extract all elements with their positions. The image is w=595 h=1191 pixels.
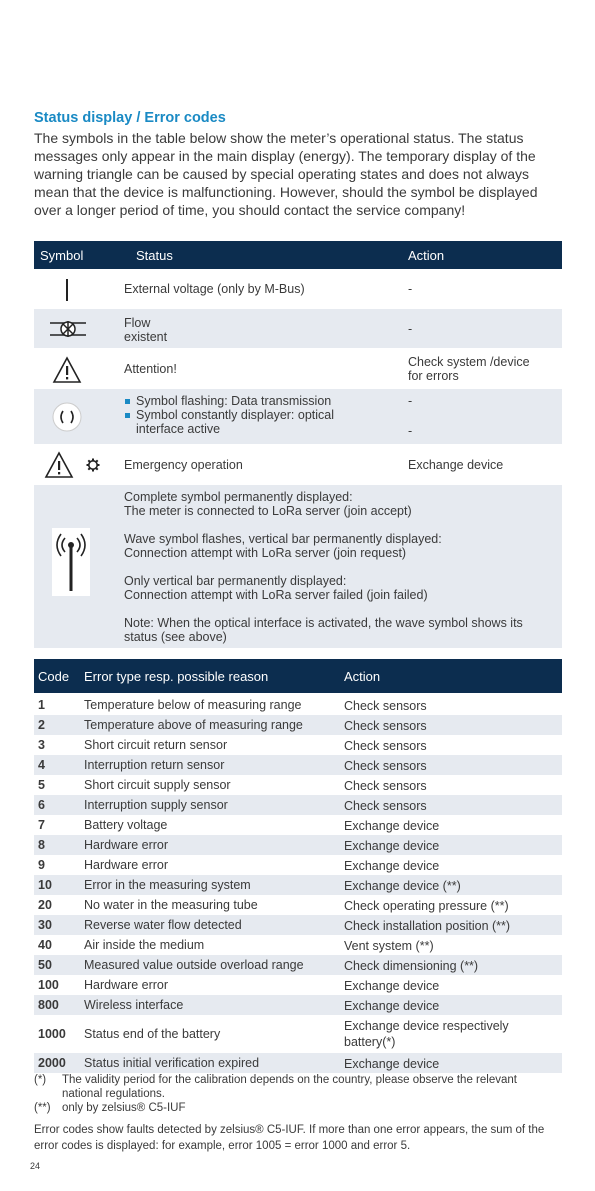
- lora-status-text: [124, 490, 554, 644]
- status-line: Connection attempt with LoRa server (join request): [124, 546, 407, 560]
- table-row: [34, 835, 562, 855]
- error-reason: No water in the measuring tube: [84, 898, 258, 912]
- error-code: 5: [38, 778, 45, 792]
- error-action: Exchange device: [344, 999, 440, 1013]
- error-reason: Temperature above of measuring range: [84, 718, 303, 732]
- status-row: [34, 309, 562, 349]
- table-row: [34, 815, 562, 835]
- action-text: [408, 355, 530, 383]
- error-reason: Measured value outside overload range: [84, 958, 304, 972]
- error-code: 9: [38, 858, 45, 872]
- error-code: 10: [38, 878, 52, 892]
- table-row: [34, 795, 562, 815]
- header-symbol: Symbol: [40, 248, 84, 263]
- error-code: 800: [38, 998, 59, 1012]
- error-reason: Short circuit supply sensor: [84, 778, 231, 792]
- status-row: [34, 485, 562, 649]
- footnote-mark: (*): [34, 1074, 47, 1086]
- error-action: Exchange device: [344, 839, 440, 853]
- error-action: Check sensors: [344, 799, 427, 813]
- table-row: [34, 895, 562, 915]
- error-reason: Status end of the battery: [84, 1027, 221, 1041]
- lora-antenna-icon: [52, 528, 90, 599]
- table-row: [34, 935, 562, 955]
- error-action: Check sensors: [344, 759, 427, 773]
- error-reason: Interruption supply sensor: [84, 798, 228, 812]
- status-table: [34, 241, 562, 649]
- error-action: Exchange device respectively battery(*): [344, 1019, 509, 1049]
- error-reason: Status initial verification expired: [84, 1056, 260, 1070]
- warning-triangle-icon: [44, 451, 74, 482]
- lora-paragraph: [124, 532, 554, 560]
- action-text: -: [408, 282, 413, 296]
- action-text: -: [408, 424, 413, 438]
- table-row: [34, 1053, 562, 1073]
- table-row: [34, 855, 562, 875]
- lora-note: Note: When the optical interface is activated, the wave symbol shows its status (see above): [124, 616, 523, 644]
- optical-interface-icon: [52, 402, 82, 435]
- bullet-item: Symbol flashing: Data transmission: [124, 394, 364, 408]
- error-action: Exchange device: [344, 859, 440, 873]
- footnote-text: only by zelsius® C5-IUF: [62, 1102, 186, 1114]
- error-reason: Hardware error: [84, 978, 169, 992]
- gear-icon: [86, 458, 100, 475]
- header-action: Action: [408, 248, 445, 263]
- status-line: The meter is connected to LoRa server (join accept): [124, 504, 412, 518]
- error-action: Vent system (**): [344, 939, 434, 953]
- error-reason: Hardware error: [84, 858, 169, 872]
- status-line: Wave symbol flashes, vertical bar permanently displayed:: [124, 532, 442, 546]
- status-row: [34, 389, 562, 445]
- bullet-item: Symbol constantly displayer: optical interface active: [124, 408, 364, 436]
- header-status: Status: [136, 248, 173, 263]
- status-text: External voltage (only by M-Bus): [124, 282, 305, 296]
- error-code-note: Error codes show faults detected by zelsius® C5-IUF. If more than one error appears, the sum of the error codes is displayed: for example, error 1005 = error 1000 and error 5.: [34, 1124, 545, 1152]
- warning-triangle-icon: [52, 356, 82, 387]
- error-code: 50: [38, 958, 52, 972]
- table-row: [34, 975, 562, 995]
- table-row: [34, 1015, 562, 1053]
- error-action: Check sensors: [344, 739, 427, 753]
- error-table-body: [34, 695, 562, 1073]
- status-row: [34, 349, 562, 389]
- error-code: 6: [38, 798, 45, 812]
- error-code: 2: [38, 718, 45, 732]
- error-action: Exchange device: [344, 819, 440, 833]
- error-code: 3: [38, 738, 45, 752]
- error-code: 20: [38, 898, 52, 912]
- action-line: for errors: [408, 369, 459, 383]
- error-action: Check sensors: [344, 779, 427, 793]
- table-row: [34, 695, 562, 715]
- error-action: Exchange device: [344, 979, 440, 993]
- error-action: Exchange device: [344, 1057, 440, 1071]
- lora-paragraph: [124, 574, 554, 602]
- error-code: 1000: [38, 1027, 66, 1041]
- footnote: [34, 1073, 554, 1103]
- status-line: Connection attempt with LoRa server failed (join failed): [124, 588, 428, 602]
- error-reason: Error in the measuring system: [84, 878, 251, 892]
- page-number: 24: [30, 1161, 41, 1171]
- vertical-bar-icon: [64, 279, 72, 304]
- table-row: [34, 735, 562, 755]
- section-title: Status display / Error codes: [34, 110, 226, 126]
- error-reason: Battery voltage: [84, 818, 168, 832]
- flow-icon: [48, 317, 88, 344]
- footnote-text: The validity period for the calibration depends on the country, please observe the relevant national regulations.: [62, 1074, 517, 1100]
- table-row: [34, 755, 562, 775]
- error-reason: Temperature below of measuring range: [84, 698, 302, 712]
- error-reason: Hardware error: [84, 838, 169, 852]
- error-code: 30: [38, 918, 52, 932]
- error-code: 7: [38, 818, 45, 832]
- status-bullets: [124, 394, 364, 436]
- header-action: Action: [344, 669, 381, 684]
- error-code-table: [34, 659, 562, 1073]
- status-row: [34, 269, 562, 309]
- footnote-mark: (**): [34, 1102, 51, 1114]
- error-reason: Air inside the medium: [84, 938, 205, 952]
- error-action: Check operating pressure (**): [344, 899, 509, 913]
- error-action: Check sensors: [344, 719, 427, 733]
- error-code: 2000: [38, 1056, 66, 1070]
- status-text: [124, 316, 167, 344]
- action-text: -: [408, 394, 413, 408]
- error-table-header: [34, 659, 562, 693]
- status-line: Flow: [124, 316, 151, 330]
- error-action: Check installation position (**): [344, 919, 511, 933]
- status-text: Emergency operation: [124, 458, 243, 472]
- status-line: existent: [124, 330, 168, 344]
- header-code: Code: [38, 669, 70, 684]
- error-reason: Interruption return sensor: [84, 758, 225, 772]
- status-line: Only vertical bar permanently displayed:: [124, 574, 347, 588]
- status-table-header: [34, 241, 562, 269]
- table-row: [34, 915, 562, 935]
- table-row: [34, 715, 562, 735]
- action-text: Exchange device: [408, 458, 504, 472]
- lora-paragraph: [124, 490, 554, 518]
- error-reason: Short circuit return sensor: [84, 738, 228, 752]
- status-text: Attention!: [124, 362, 177, 376]
- header-error: Error type resp. possible reason: [84, 669, 269, 684]
- status-line: Complete symbol permanently displayed:: [124, 490, 353, 504]
- error-reason: Reverse water flow detected: [84, 918, 242, 932]
- error-reason: Wireless interface: [84, 998, 184, 1012]
- table-row: [34, 995, 562, 1015]
- error-action: Exchange device (**): [344, 879, 461, 893]
- table-row: [34, 775, 562, 795]
- action-text: -: [408, 322, 413, 336]
- error-action: Check sensors: [344, 699, 427, 713]
- table-row: [34, 955, 562, 975]
- table-row: [34, 875, 562, 895]
- error-code: 8: [38, 838, 45, 852]
- action-line: Check system /device: [408, 355, 530, 369]
- error-code: 40: [38, 938, 52, 952]
- error-action: Check dimensioning (**): [344, 959, 479, 973]
- error-code: 100: [38, 978, 59, 992]
- error-code: 4: [38, 758, 45, 772]
- footnote: [34, 1101, 554, 1117]
- intro-paragraph: The symbols in the table below show the meter’s operational status. The status messages only appear in the main display (energy). The temporary display of the warning triangle can be caused by special operating states and does not always mean that the device is malfunctioning. However, should the symbol be displayed over a longer period of time, you should contact the service company!: [34, 130, 538, 218]
- status-row: [34, 445, 562, 485]
- error-code: 1: [38, 698, 45, 712]
